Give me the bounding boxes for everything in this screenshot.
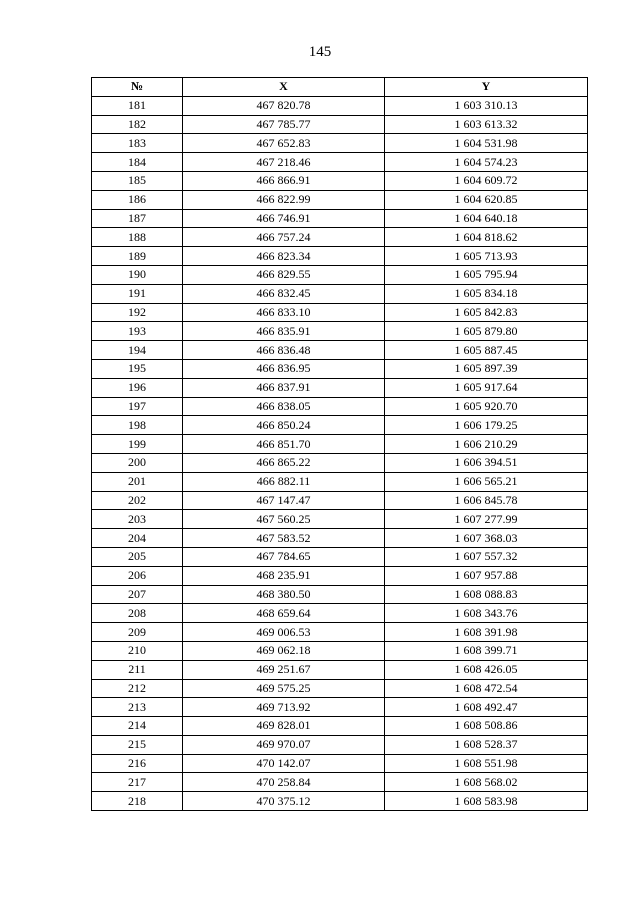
table-row [92,397,588,416]
cell-x: 469 828.01 [183,717,385,736]
cell-y: 1 608 508.86 [385,717,588,736]
cell-y: 1 604 531.98 [385,134,588,153]
header-x: X [183,78,385,97]
cell-number: 197 [92,397,183,416]
cell-number: 200 [92,453,183,472]
cell-number: 211 [92,660,183,679]
cell-number: 203 [92,510,183,529]
cell-number: 195 [92,359,183,378]
table-row [92,679,588,698]
cell-y: 1 605 917.64 [385,378,588,397]
table-row [92,435,588,454]
cell-y: 1 608 492.47 [385,698,588,717]
table-row [92,623,588,642]
cell-y: 1 608 088.83 [385,585,588,604]
cell-x: 470 258.84 [183,773,385,792]
cell-number: 187 [92,209,183,228]
cell-y: 1 604 620.85 [385,190,588,209]
cell-x: 466 836.95 [183,359,385,378]
cell-y: 1 604 574.23 [385,153,588,172]
cell-y: 1 605 897.39 [385,359,588,378]
cell-y: 1 603 310.13 [385,96,588,115]
cell-number: 209 [92,623,183,642]
cell-x: 467 218.46 [183,153,385,172]
cell-number: 186 [92,190,183,209]
table-row [92,228,588,247]
cell-x: 466 865.22 [183,453,385,472]
cell-x: 466 746.91 [183,209,385,228]
cell-x: 468 235.91 [183,566,385,585]
cell-x: 469 970.07 [183,735,385,754]
cell-y: 1 604 818.62 [385,228,588,247]
table-row [92,585,588,604]
cell-x: 466 822.99 [183,190,385,209]
cell-number: 198 [92,416,183,435]
table-row [92,698,588,717]
cell-y: 1 605 887.45 [385,341,588,360]
cell-number: 183 [92,134,183,153]
table-header-row [92,78,588,97]
cell-x: 467 583.52 [183,529,385,548]
cell-x: 469 062.18 [183,641,385,660]
cell-x: 466 836.48 [183,341,385,360]
cell-number: 218 [92,792,183,811]
cell-number: 191 [92,284,183,303]
table-body [92,96,588,810]
cell-x: 466 757.24 [183,228,385,247]
cell-x: 467 560.25 [183,510,385,529]
cell-y: 1 608 551.98 [385,754,588,773]
cell-y: 1 608 426.05 [385,660,588,679]
cell-y: 1 605 920.70 [385,397,588,416]
cell-y: 1 607 368.03 [385,529,588,548]
cell-y: 1 605 879.80 [385,322,588,341]
table-row [92,566,588,585]
cell-number: 216 [92,754,183,773]
table-row [92,660,588,679]
cell-x: 467 784.65 [183,547,385,566]
table-row [92,510,588,529]
cell-x: 469 251.67 [183,660,385,679]
cell-number: 214 [92,717,183,736]
header-y: Y [385,78,588,97]
cell-number: 207 [92,585,183,604]
table-row [92,209,588,228]
cell-x: 466 850.24 [183,416,385,435]
cell-x: 467 147.47 [183,491,385,510]
table-row [92,134,588,153]
page-number: 145 [308,44,332,60]
table-row [92,529,588,548]
cell-y: 1 606 394.51 [385,453,588,472]
cell-x: 468 659.64 [183,604,385,623]
cell-y: 1 605 713.93 [385,247,588,266]
cell-x: 466 838.05 [183,397,385,416]
cell-y: 1 606 845.78 [385,491,588,510]
cell-x: 468 380.50 [183,585,385,604]
table-row [92,247,588,266]
cell-x: 467 820.78 [183,96,385,115]
cell-number: 193 [92,322,183,341]
cell-number: 185 [92,171,183,190]
cell-x: 466 851.70 [183,435,385,454]
cell-x: 466 866.91 [183,171,385,190]
table-row [92,491,588,510]
cell-y: 1 608 583.98 [385,792,588,811]
cell-number: 181 [92,96,183,115]
table-row [92,378,588,397]
cell-x: 469 713.92 [183,698,385,717]
cell-number: 190 [92,265,183,284]
cell-number: 208 [92,604,183,623]
cell-number: 194 [92,341,183,360]
cell-x: 466 882.11 [183,472,385,491]
cell-y: 1 607 557.32 [385,547,588,566]
table-row [92,322,588,341]
cell-x: 466 823.34 [183,247,385,266]
table-row [92,171,588,190]
cell-number: 210 [92,641,183,660]
table-row [92,190,588,209]
cell-x: 467 785.77 [183,115,385,134]
table-row [92,359,588,378]
cell-number: 192 [92,303,183,322]
cell-x: 470 375.12 [183,792,385,811]
table-row [92,341,588,360]
cell-y: 1 606 210.29 [385,435,588,454]
cell-number: 215 [92,735,183,754]
cell-y: 1 607 277.99 [385,510,588,529]
cell-number: 212 [92,679,183,698]
table-row [92,284,588,303]
table-row [92,265,588,284]
cell-number: 204 [92,529,183,548]
cell-y: 1 608 399.71 [385,641,588,660]
header-number: № [92,78,183,97]
cell-number: 205 [92,547,183,566]
cell-number: 199 [92,435,183,454]
cell-x: 469 575.25 [183,679,385,698]
coordinates-table [91,77,588,811]
cell-number: 217 [92,773,183,792]
cell-number: 182 [92,115,183,134]
cell-number: 188 [92,228,183,247]
cell-y: 1 606 179.25 [385,416,588,435]
table-row [92,96,588,115]
cell-y: 1 607 957.88 [385,566,588,585]
cell-y: 1 604 609.72 [385,171,588,190]
cell-y: 1 606 565.21 [385,472,588,491]
table-row [92,604,588,623]
table-row [92,547,588,566]
cell-y: 1 605 842.83 [385,303,588,322]
table-row [92,416,588,435]
cell-x: 467 652.83 [183,134,385,153]
cell-y: 1 605 795.94 [385,265,588,284]
cell-y: 1 605 834.18 [385,284,588,303]
cell-x: 466 833.10 [183,303,385,322]
table-row [92,641,588,660]
cell-y: 1 608 568.02 [385,773,588,792]
cell-x: 470 142.07 [183,754,385,773]
cell-x: 466 837.91 [183,378,385,397]
cell-x: 466 832.45 [183,284,385,303]
cell-y: 1 608 472.54 [385,679,588,698]
cell-number: 213 [92,698,183,717]
cell-number: 202 [92,491,183,510]
cell-y: 1 604 640.18 [385,209,588,228]
table-row [92,792,588,811]
cell-x: 469 006.53 [183,623,385,642]
cell-number: 196 [92,378,183,397]
cell-x: 466 835.91 [183,322,385,341]
cell-y: 1 603 613.32 [385,115,588,134]
cell-number: 201 [92,472,183,491]
cell-number: 189 [92,247,183,266]
table-row [92,115,588,134]
table-row [92,773,588,792]
table-row [92,303,588,322]
cell-number: 184 [92,153,183,172]
table-row [92,472,588,491]
table-row [92,453,588,472]
table-row [92,153,588,172]
table-row [92,717,588,736]
cell-y: 1 608 528.37 [385,735,588,754]
table-row [92,754,588,773]
table-row [92,735,588,754]
cell-number: 206 [92,566,183,585]
cell-y: 1 608 391.98 [385,623,588,642]
cell-x: 466 829.55 [183,265,385,284]
cell-y: 1 608 343.76 [385,604,588,623]
